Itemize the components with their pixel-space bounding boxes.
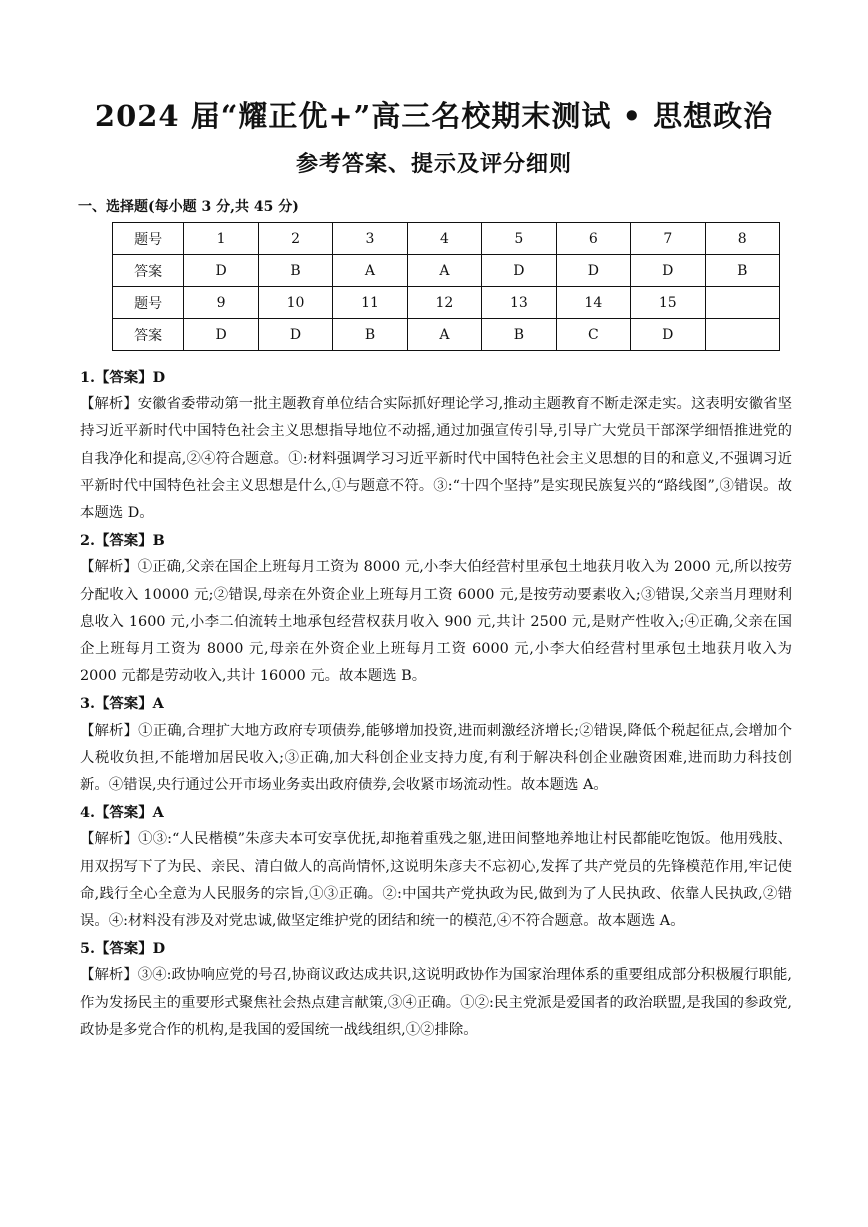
- table-cell: 7: [631, 223, 705, 255]
- explanations: [80, 364, 792, 1044]
- table-cell: 3: [333, 223, 407, 255]
- table-cell: B: [333, 319, 407, 351]
- question-explanation: 【解析】安徽省委带动第一批主题教育单位结合实际抓好理论学习,推动主题教育不断走深走实。这表明安徽省坚持习近平新时代中国特色社会主义思想指导地位不动摇,通过加强宣传引导,引导广大党员干部深学细悟推进党的自我净化和提高,②④符合题意。①:材料强调学习习近平新时代中国特色社会主义思想的目的和意义,不强调习近平新时代中国特色社会主义思想是什么,①与题意不符。③:“十四个坚持”是实现民族复兴的“路线图”,③错误。故本题选 D。: [80, 396, 792, 522]
- page-title: 2024 届“耀正优+”高三名校期末测试 • 思想政治: [94, 99, 774, 133]
- table-cell: B: [258, 255, 332, 287]
- table-cell: D: [556, 255, 630, 287]
- question-answer: 3.【答案】A: [80, 695, 164, 713]
- table-row: [113, 287, 780, 319]
- section-heading: 一、选择题(每小题 3 分,共 45 分): [78, 199, 299, 215]
- table-row: [113, 223, 780, 255]
- table-cell: 9: [184, 287, 258, 319]
- question-answer: 5.【答案】D: [80, 940, 166, 958]
- question-answer: 1.【答案】D: [80, 369, 166, 386]
- page-subtitle: 参考答案、提示及评分细则: [295, 151, 572, 177]
- table-cell: B: [705, 255, 779, 287]
- table-cell: 题号: [113, 223, 184, 255]
- table-row: [113, 319, 780, 351]
- table-cell: 题号: [113, 287, 184, 319]
- table-cell: A: [407, 319, 481, 351]
- table-cell: 15: [631, 287, 705, 319]
- question-explanation: 【解析】③④:政协响应党的号召,协商议政达成共识,这说明政协作为国家治理体系的重要组成部分积极履行职能,作为发扬民主的重要形式聚焦社会热点建言献策,③④正确。①②:民主党派是爱国者的政治联盟,是我国的参政党,政协是多党合作的机构,是我国的爱国统一战线组织,①②排除。: [80, 967, 792, 1038]
- table-cell: 1: [184, 223, 258, 255]
- table-cell: 答案: [113, 255, 184, 287]
- answer-table: [112, 222, 780, 351]
- table-cell: [705, 287, 779, 319]
- table-cell: 13: [482, 287, 556, 319]
- table-cell: 11: [333, 287, 407, 319]
- table-row: [113, 255, 780, 287]
- table-cell: D: [184, 319, 258, 351]
- question-answer: 2.【答案】B: [80, 532, 165, 550]
- question-explanation: 【解析】①③:“人民楷模”朱彦夫本可安享优抚,却拖着重残之躯,进田间整地养地让村民都能吃饱饭。他用残肢、用双拐写下了为民、亲民、清白做人的高尚情怀,这说明朱彦夫不忘初心,发挥了共产党员的先锋模范作用,牢记使命,践行全心全意为人民服务的宗旨,①③正确。②:中国共产党执政为民,做到为了人民执政、依靠人民执政,②错误。④:材料没有涉及对党忠诚,做坚定维护党的团结和统一的模范,④不符合题意。故本题选 A。: [80, 831, 792, 930]
- table-cell: A: [407, 255, 481, 287]
- question-answer: 4.【答案】A: [80, 804, 164, 822]
- table-cell: 12: [407, 287, 481, 319]
- table-cell: B: [482, 319, 556, 351]
- table-cell: D: [631, 319, 705, 351]
- table-cell: D: [482, 255, 556, 287]
- table-cell: 10: [258, 287, 332, 319]
- table-cell: 8: [705, 223, 779, 255]
- table-cell: 答案: [113, 319, 184, 351]
- table-cell: 4: [407, 223, 481, 255]
- table-cell: 5: [482, 223, 556, 255]
- table-cell: D: [184, 255, 258, 287]
- table-cell: D: [258, 319, 332, 351]
- question-explanation: 【解析】①正确,父亲在国企上班每月工资为 8000 元,小李大伯经营村里承包土地获月收入为 2000 元,所以按劳分配收入 10000 元;②错误,母亲在外资企业上班每月工资 6000 元,是按劳动要素收入;③错误,父亲当月理财利息收入 1600 元,小李二伯流转土地承包经营权获月收入 900 元,共计 2500 元,是财产性收入;④正确,父亲在国企上班每月工资为 8000 元,母亲在外资企业上班每月工资 6000 元,小李大伯经营村里承包土地获月收入为 2000 元都是劳动收入,共计 16000 元。故本题选 B。: [80, 559, 792, 685]
- table-cell: [705, 319, 779, 351]
- table-cell: A: [333, 255, 407, 287]
- table-cell: D: [631, 255, 705, 287]
- table-cell: 14: [556, 287, 630, 319]
- question-explanation: 【解析】①正确,合理扩大地方政府专项债券,能够增加投资,进而刺激经济增长;②错误,降低个税起征点,会增加个人税收负担,不能增加居民收入;③正确,加大科创企业支持力度,有利于解决科创企业融资困难,进而助力科技创新。④错误,央行通过公开市场业务卖出政府债券,会收紧市场流动性。故本题选 A。: [80, 722, 792, 794]
- table-cell: C: [556, 319, 630, 351]
- table-cell: 6: [556, 223, 630, 255]
- table-cell: 2: [258, 223, 332, 255]
